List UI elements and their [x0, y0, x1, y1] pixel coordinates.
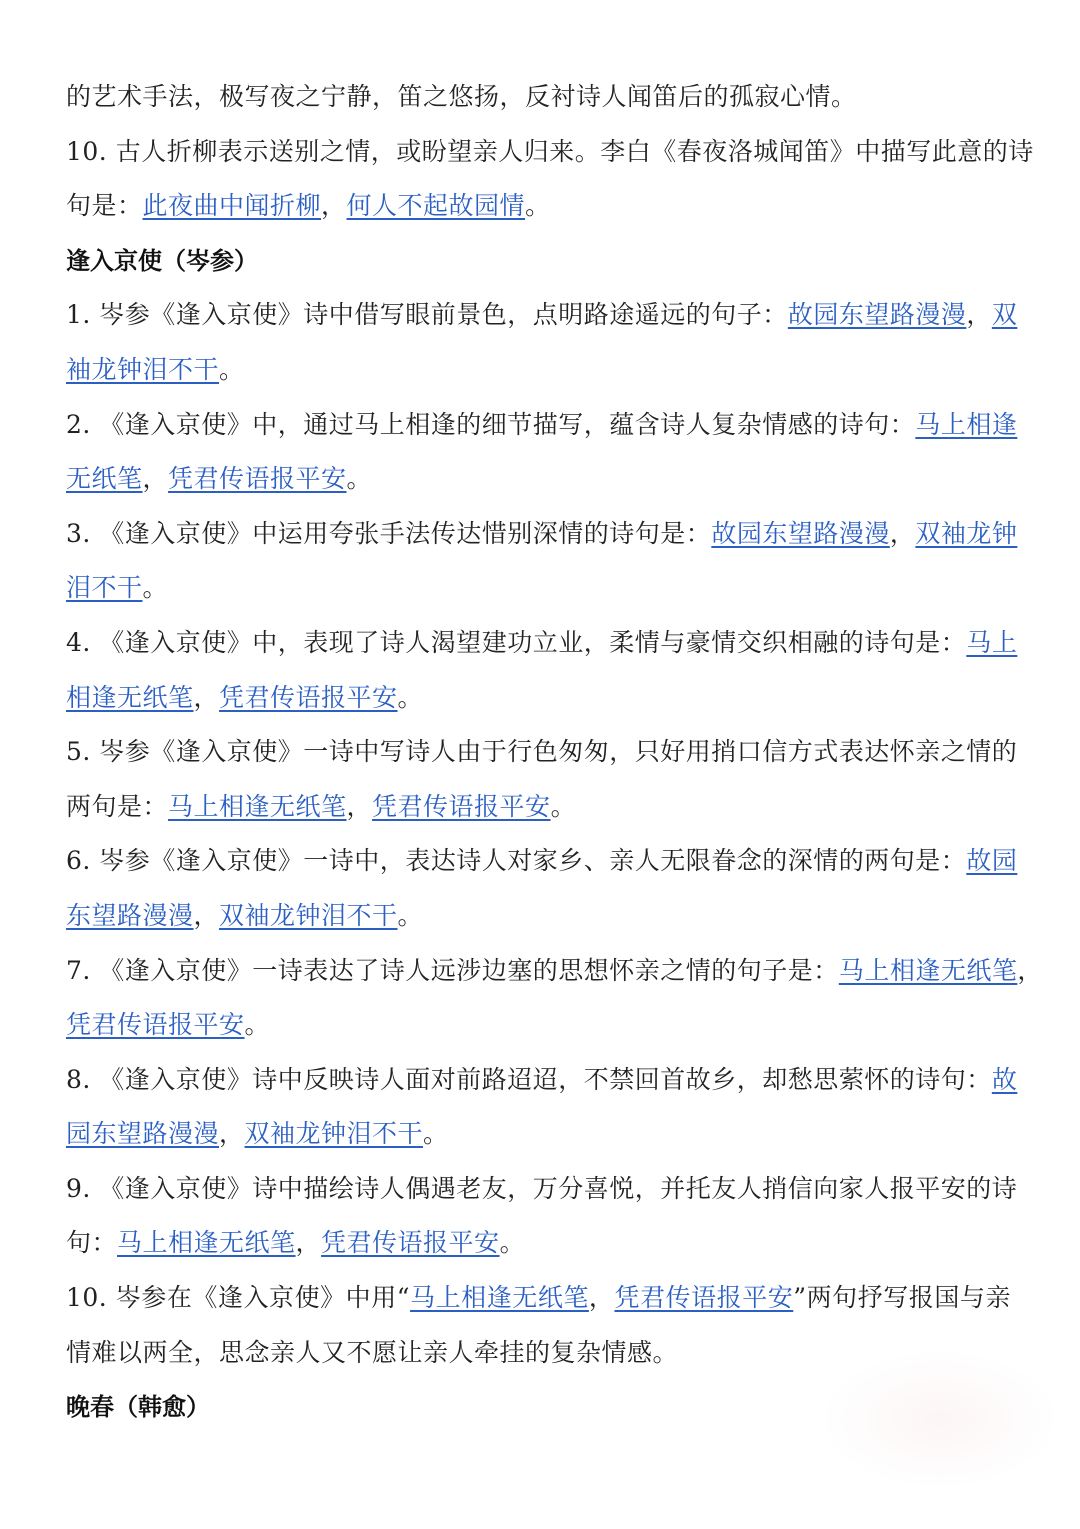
line-text: 10. 古人折柳表示送别之情，或盼望亲人归来。李白《春夜洛城闻笛》中描写此意的诗 — [66, 136, 1034, 166]
line-text: 6. 岑参《逢入京使》一诗中，表达诗人对家乡、亲人无限眷念的深情的两句是： — [66, 846, 967, 876]
line-text: 。 — [499, 1228, 526, 1258]
answer-text: 故园东望路漫漫 — [787, 300, 967, 330]
answer-text: 双袖龙钟泪不干 — [244, 1119, 424, 1149]
line-text: 句： — [66, 1228, 118, 1258]
line-text: 9. 《逢入京使》诗中描绘诗人偶遇老友，万分喜悦，并托友人捎信向家人报平安的诗 — [66, 1173, 1018, 1203]
text-line — [66, 1271, 1011, 1326]
text-line — [66, 1107, 1011, 1162]
line-text: ， — [193, 900, 220, 930]
line-text: 。 — [423, 1119, 449, 1149]
answer-text: 无纸笔 — [66, 464, 143, 494]
answer-text: 双袖龙钟泪不干 — [219, 900, 398, 930]
answer-text: 双 — [991, 300, 1018, 330]
line-text: 。 — [346, 464, 373, 494]
answer-text: 马上相逢 — [915, 409, 1018, 439]
text-line — [66, 1162, 1018, 1217]
line-text: 1. 岑参《逢入京使》诗中借写眼前景色，点明路途遥远的句子： — [66, 300, 788, 330]
line-text: ， — [346, 791, 373, 821]
answer-text: 相逢无纸笔 — [66, 682, 194, 712]
answer-text: 凭君传语报平安 — [321, 1228, 500, 1258]
line-text: 。 — [244, 1010, 271, 1040]
answer-text: 凭君传语报平安 — [372, 791, 551, 821]
line-text: 3. 《逢入京使》中运用夸张手法传达惜别深情的诗句是： — [66, 518, 712, 548]
answer-text: 凭君传语报平安 — [219, 682, 398, 712]
line-text: 逢入京使（岑参） — [66, 246, 258, 275]
text-line — [66, 834, 1018, 889]
text-line — [66, 288, 1018, 343]
answer-text: 泪不干 — [66, 573, 143, 603]
text-line — [66, 398, 1018, 453]
line-text: ”两句抒写报国与亲 — [793, 1283, 1011, 1313]
line-text: 情难以两全，思念亲人又不愿让亲人牵挂的复杂情感。 — [66, 1337, 679, 1367]
text-line — [66, 780, 1011, 835]
answer-text: 凭君传语报平安 — [614, 1283, 794, 1313]
line-text: ， — [142, 464, 169, 494]
answer-text: 凭君传语报平安 — [66, 1010, 245, 1040]
text-line — [66, 1216, 1011, 1271]
line-text: 2. 《逢入京使》中，通过马上相逢的细节描写，蕴含诗人复杂情感的诗句： — [66, 409, 916, 439]
answer-text: 马上相逢无纸笔 — [838, 955, 1018, 985]
line-text: 10. 岑参在《逢入京使》中用“ — [66, 1283, 411, 1313]
line-text: 。 — [142, 573, 169, 603]
line-text: ， — [889, 518, 916, 548]
text-line — [66, 998, 1011, 1053]
answer-text: 双袖龙钟 — [915, 518, 1018, 548]
section-heading — [66, 234, 1011, 289]
text-line — [66, 343, 1011, 398]
line-text: 。 — [550, 791, 577, 821]
answer-text: 马上相逢无纸笔 — [410, 1283, 589, 1313]
answer-text: 马上 — [966, 627, 1018, 657]
text-line — [66, 70, 1011, 125]
text-line — [66, 1053, 1018, 1108]
answer-text: 马上相逢无纸笔 — [168, 791, 347, 821]
text-line — [66, 452, 1011, 507]
document-page — [66, 70, 1043, 1435]
line-text: ， — [1017, 955, 1043, 985]
text-line — [66, 507, 1018, 562]
text-line — [66, 561, 1011, 616]
background-watermark — [820, 1349, 1060, 1489]
line-text: 。 — [219, 354, 245, 384]
line-text: 4. 《逢入京使》中，表现了诗人渴望建功立业，柔情与豪情交织相融的诗句是： — [66, 627, 967, 657]
answer-text: 凭君传语报平安 — [168, 464, 347, 494]
answer-text: 袖龙钟泪不干 — [66, 354, 220, 384]
line-text: 。 — [397, 682, 424, 712]
line-text: ， — [219, 1119, 245, 1149]
line-text: ， — [321, 191, 347, 221]
text-line — [66, 725, 1018, 780]
line-text: 两句是： — [66, 791, 169, 821]
answer-text: 故园东望路漫漫 — [711, 518, 890, 548]
answer-text: 东望路漫漫 — [66, 900, 194, 930]
line-text: 的艺术手法，极写夜之宁静，笛之悠扬，反衬诗人闻笛后的孤寂心情。 — [66, 82, 857, 111]
answer-text: 马上相逢无纸笔 — [117, 1228, 296, 1258]
line-text: ， — [966, 300, 992, 330]
line-text: 句是： — [66, 191, 143, 221]
answer-text: 故 — [991, 1064, 1018, 1094]
line-text: 5. 岑参《逢入京使》一诗中写诗人由于行色匆匆，只好用捎口信方式表达怀亲之情的 — [66, 737, 1018, 767]
line-text: 。 — [525, 191, 551, 221]
line-text: 8. 《逢入京使》诗中反映诗人面对前路迢迢，不禁回首故乡，却愁思萦怀的诗句： — [66, 1064, 992, 1094]
answer-text: 园东望路漫漫 — [66, 1119, 220, 1149]
text-line — [66, 125, 1034, 180]
text-line — [66, 944, 1043, 999]
answer-text: 何人不起故园情 — [346, 191, 526, 221]
line-text: ， — [193, 682, 220, 712]
text-line — [66, 616, 1018, 671]
answer-text: 故园 — [966, 846, 1018, 876]
line-text: 7. 《逢入京使》一诗表达了诗人远涉边塞的思想怀亲之情的句子是： — [66, 955, 839, 985]
text-line — [66, 179, 1011, 234]
answer-text: 此夜曲中闻折柳 — [142, 191, 322, 221]
line-text: 晚春（韩愈） — [66, 1393, 210, 1422]
line-text: ， — [295, 1228, 322, 1258]
text-line — [66, 671, 1011, 726]
line-text: 。 — [397, 900, 424, 930]
line-text: ， — [588, 1283, 615, 1313]
text-line — [66, 889, 1011, 944]
